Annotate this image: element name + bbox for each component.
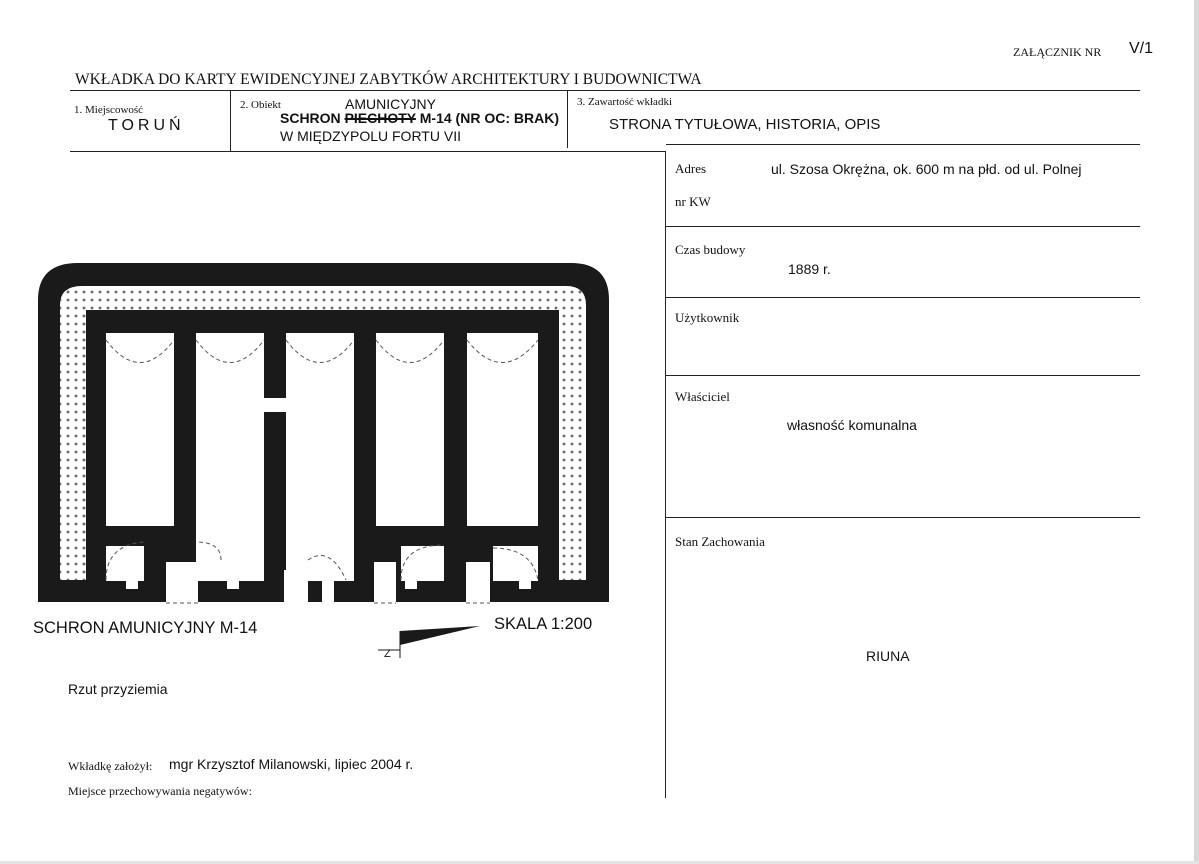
rule-user	[666, 375, 1140, 376]
kw-label: nr KW	[675, 194, 711, 209]
object-line2: W MIĘDZYPOLU FORTU VII	[280, 128, 461, 144]
rule-owner	[666, 517, 1140, 518]
annex-label: ZAŁĄCZNIK NR	[1013, 45, 1102, 59]
object-correction: AMUNICYJNY	[345, 96, 437, 112]
condition-label: Stan Zachowania	[675, 534, 765, 549]
plan-niche	[227, 581, 239, 589]
author-value: mgr Krzysztof Milanowski, lipiec 2004 r.	[169, 756, 414, 772]
object-suffix: M-14 (NR OC: BRAK)	[419, 110, 559, 126]
plan-chamber	[467, 333, 538, 526]
plan-chamber	[286, 333, 354, 581]
plan-entrance	[284, 570, 308, 603]
user-label: Użytkownik	[675, 310, 740, 325]
place-label: 1. Miejscowość	[74, 104, 144, 116]
floor-plan-drawing	[0, 0, 665, 680]
plan-niche	[405, 581, 417, 589]
object-prefix: SCHRON	[280, 110, 341, 126]
plan-lower-room	[106, 546, 144, 581]
plan-entrance	[374, 562, 396, 603]
address-label: Adres	[675, 161, 707, 176]
plan-lower-room	[221, 562, 264, 581]
address-value: ul. Szosa Okrężna, ok. 600 m na płd. od ul. Polnej	[771, 161, 1082, 177]
object-struck-word: PIECHOTY	[344, 110, 416, 126]
north-arrow-icon	[400, 626, 480, 645]
plan-niche	[322, 581, 334, 603]
scan-edge-right	[1194, 0, 1199, 864]
plan-chamber	[106, 333, 174, 526]
annex-number: V/1	[1129, 40, 1154, 57]
negatives-label: Miejsce przechowywania negatywów:	[68, 784, 252, 798]
plan-niche	[519, 581, 531, 589]
content-label: 3. Zawartość wkładki	[577, 96, 672, 108]
place-value: TORUŃ	[108, 117, 185, 134]
plan-passage	[262, 398, 288, 412]
plan-chamber	[196, 333, 264, 581]
north-letter: Z	[384, 648, 391, 660]
header-bottom-rule-right	[666, 144, 1140, 145]
owner-label: Właściciel	[675, 389, 730, 404]
plan-subcaption: Rzut przyziemia	[68, 681, 168, 697]
plan-scale: SKALA 1:200	[494, 615, 593, 633]
condition-value: RIUNA	[866, 648, 910, 664]
plan-chamber	[376, 333, 444, 526]
plan-niche	[126, 581, 138, 589]
rule-address	[666, 226, 1140, 227]
rule-built	[666, 297, 1140, 298]
plan-entrance	[466, 562, 490, 603]
object-label: 2. Obiekt	[240, 99, 281, 111]
built-value: 1889 r.	[788, 261, 831, 277]
plan-entrance	[166, 562, 198, 603]
content-value: STRONA TYTUŁOWA, HISTORIA, OPIS	[609, 116, 881, 133]
built-label: Czas budowy	[675, 242, 746, 257]
owner-value: własność komunalna	[787, 417, 917, 433]
plan-lower-room	[401, 546, 444, 581]
column-divider	[665, 151, 666, 798]
document-title: WKŁADKA DO KARTY EWIDENCYJNEJ ZABYTKÓW ARCHITEKTURY I BUDOWNICTWA	[75, 71, 702, 88]
author-label: Wkładkę założył:	[68, 759, 153, 773]
plan-caption: SCHRON AMUNICYJNY M-14	[33, 619, 258, 637]
